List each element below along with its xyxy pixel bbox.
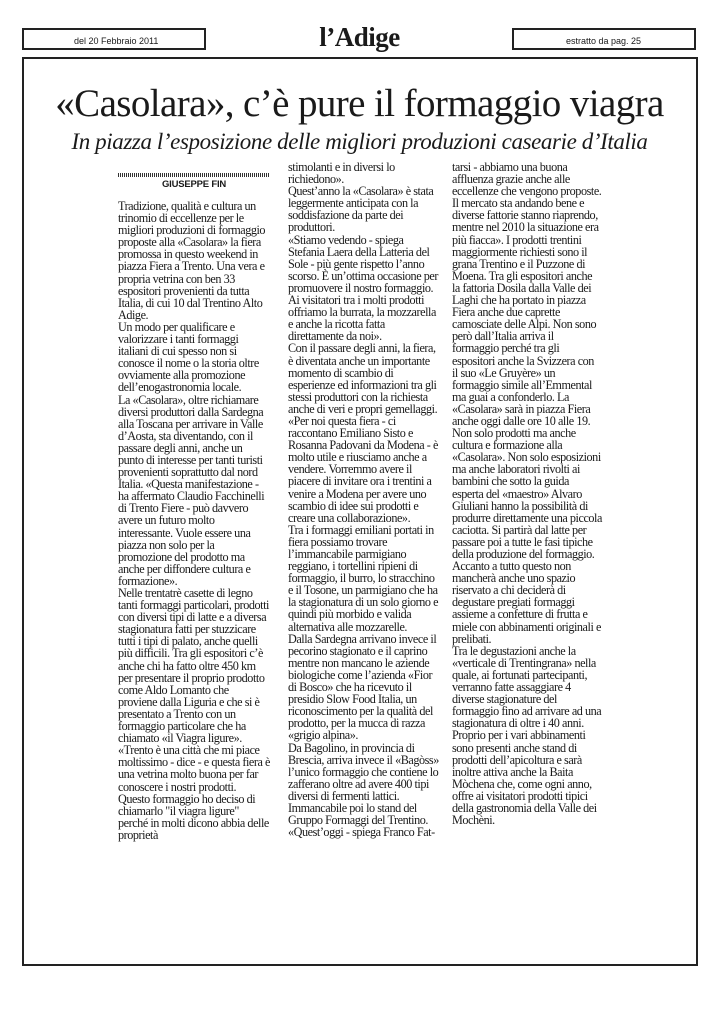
subheadline: In piazza l’esposizione delle migliori produzioni casearie d’Italia [71, 129, 648, 154]
paragraph: Un modo per qualificare e valorizzare i tanti formaggi italiani di cui spesso non si conosce il nome o la storia oltre ovviamente alla promozione dell’enogastronomia locale. [118, 319, 259, 395]
paragraph: Proprio per i vari abbinamenti sono presenti anche stand di prodotti dell’apicoltura e sarà inoltre attiva anche la Baita Mòchena che, come ogni anno, offre ai visitatori prodotti tipici della gastronomia della Valle dei Mochèni. [452, 728, 597, 828]
paragraph: «Quest’oggi - spiega Franco Fat- [288, 825, 435, 840]
publication-date: del 20 Febbraio 2011 [74, 36, 159, 46]
paragraph: Tra le degustazioni anche la «verticale di Trentingrana» nella quale, ai fortunati partecipanti, verranno fatte assaggiare 4 diverse stagionature del formaggio fino ad arrivare ad una stagionatura di oltre i 40 anni. [452, 643, 602, 731]
paragraph: Tra i formaggi emiliani portati in fiera possiamo trovare l’immancabile parmigiano reggiano, i tortellini ripieni di formaggio, il burro, lo stracchino e il Tosone, un parmigiano che ha la stagionatura di un solo giorno e quindi più morbido e valida alternativa alle mozzarelle. [288, 522, 439, 634]
byline-rule [118, 173, 270, 177]
paragraph: Quest’anno la «Casolara» è stata leggermente anticipata con la soddisfazione da parte dei produttori. [288, 184, 434, 235]
article-column-3 [452, 161, 602, 826]
byline: GIUSEPPE FIN [161, 179, 227, 190]
paragraph: Dalla Sardegna arrivano invece il pecorino stagionato e il caprino mentre non mancano le aziende biologiche come l’azienda «Fior di Bosco» che ha ricevuto il presidio Slow Food Italia, un riconoscimento per la qualità del prodotto, per la mucca di razza «grigio alpina». [288, 631, 437, 743]
paragraph: Non solo prodotti ma anche cultura e formazione alla «Casolara». Non solo esposizioni ma anche laboratori rivolti ai bambini che sotto la guida esperta del «maestro» Alvaro Giuliani hanno la possibilità di produrre direttamente una piccola caciotta. Si partirà dal latte per passare poi a tutte le fasi tipiche della produzione del formaggio. [452, 426, 602, 561]
paragraph: Immancabile poi lo stand del Gruppo Formaggi del Trentino. [288, 800, 428, 828]
newspaper-masthead: l’Adige [319, 22, 400, 52]
paragraph: «Per noi questa fiera - ci raccontano Emiliano Sisto e Rosanna Padovani da Modena - è molto utile e riusciamo anche a vendere. Vorremmo avere il piacere di invitare ora i trentini a venire a Modena per avere uno scambio di idee sui prodotti e creare una collaborazione». [288, 413, 438, 525]
paragraph: «Stiamo vedendo - spiega Stefania Laera della Latteria del Sole - più gente rispetto l’anno scorso. È un’ottima occasione per promuovere il nostro formaggio. Ai visitatori tra i molti prodotti offriamo la burrata, la mozzarella e anche la ricotta fatta direttamente da noi». [288, 232, 438, 344]
extract-page: estratto da pag. 25 [566, 36, 642, 46]
paragraph: La «Casolara», oltre richiamare diversi produttori dalla Sardegna alla Toscana per arrivare in Valle d’Aosta, sta diventando, con il passare degli anni, anche un punto di interesse per tanti turisti provenienti soprattutto dal nord Italia. «Questa manifestazione - ha affermato Claudio Facchinelli di Trento Fiere - può davvero avere un futuro molto interessante. Vuole essere una piazza non solo per la promozione del prodotto ma anche per diffondere cultura e formazione». [118, 392, 265, 588]
paragraph: Tradizione, qualità e cultura un trinomio di eccellenze per le migliori produzioni di formaggio proposte alla «Casolara» la fiera promossa in questo weekend in piazza Fiera a Trento. Una vera e propria vetrina con ben 33 espositori provenienti da tutta Italia, di cui 10 dal Trentino Alto Adige. [118, 199, 266, 322]
article-column-2 [288, 161, 440, 838]
paragraph: Da Bagolino, in provincia di Brescia, arriva invece il «Bagòss» l’unico formaggio che contiene lo zafferano oltre ad avere 400 tipi diversi di fermenti lattici. [288, 740, 439, 803]
paragraph: Con il passare degli anni, la fiera, è diventata anche un importante momento di scambio di esperienze ed informazioni tra gli stessi produttori con la richiesta anche di veri e propri gemellaggi. [288, 341, 438, 416]
article-column-1 [118, 200, 270, 841]
paragraph: Nelle trentatrè casette di legno tanti formaggi particolari, prodotti con diversi tipi di latte e a diversa stagionatura fatti per stuzzicare tutti i tipi di palato, anche quelli più difficili. Tra gli espositori c’è anche chi ha fatto oltre 450 km per presentare il proprio prodotto come Aldo Lomanto che proviene dalla Liguria e che si è presentato a Trento con un formaggio particolare che ha chiamato «il Viagra ligure». «Trento è una città che mi piace moltissimo - dice - e questa fiera è una vetrina molto buona per far conoscere i nostri prodotti. Questo formaggio ho deciso di chiamarlo "il viagra ligure" perché in molti dicono abbia delle proprietà [118, 586, 270, 842]
paragraph: Accanto a tutto questo non mancherà anche uno spazio riservato a chi deciderà di degustare pregiati formaggi assieme a confetture di frutta e miele con abbinamenti originali e prelibati. [452, 559, 601, 646]
paragraph: stimolanti e in diversi lo richiedono». [288, 160, 395, 187]
extract-box [512, 28, 696, 50]
paragraph: tarsi - abbiamo una buona affluenza grazie anche alle eccellenze che vengono proposte. Il mercato sta andando bene e diverse fattorie stanno riaprendo, mentre nel 2010 la situazione era più fiacca». I prodotti trentini maggiormente richiesti sono il grana Trentino e il Puzzone di Moena. Tra gli espositori anche la fattoria Dosila dalla Valle dei Laghi che ha portato in piazza Fiera anche due caprette camosciate delle Alpi. Non sono però dall’Italia arriva il formaggio perché tra gli espositori anche la Svizzera con il suo «Le Gruyère» un formaggio simile all’Emmental ma guai a confonderlo. La «Casolara» sarà in piazza Fiera anche oggi dalle ore 10 alle 19. [452, 160, 602, 428]
headline: «Casolara», c’è pure il formaggio viagra [55, 82, 664, 125]
